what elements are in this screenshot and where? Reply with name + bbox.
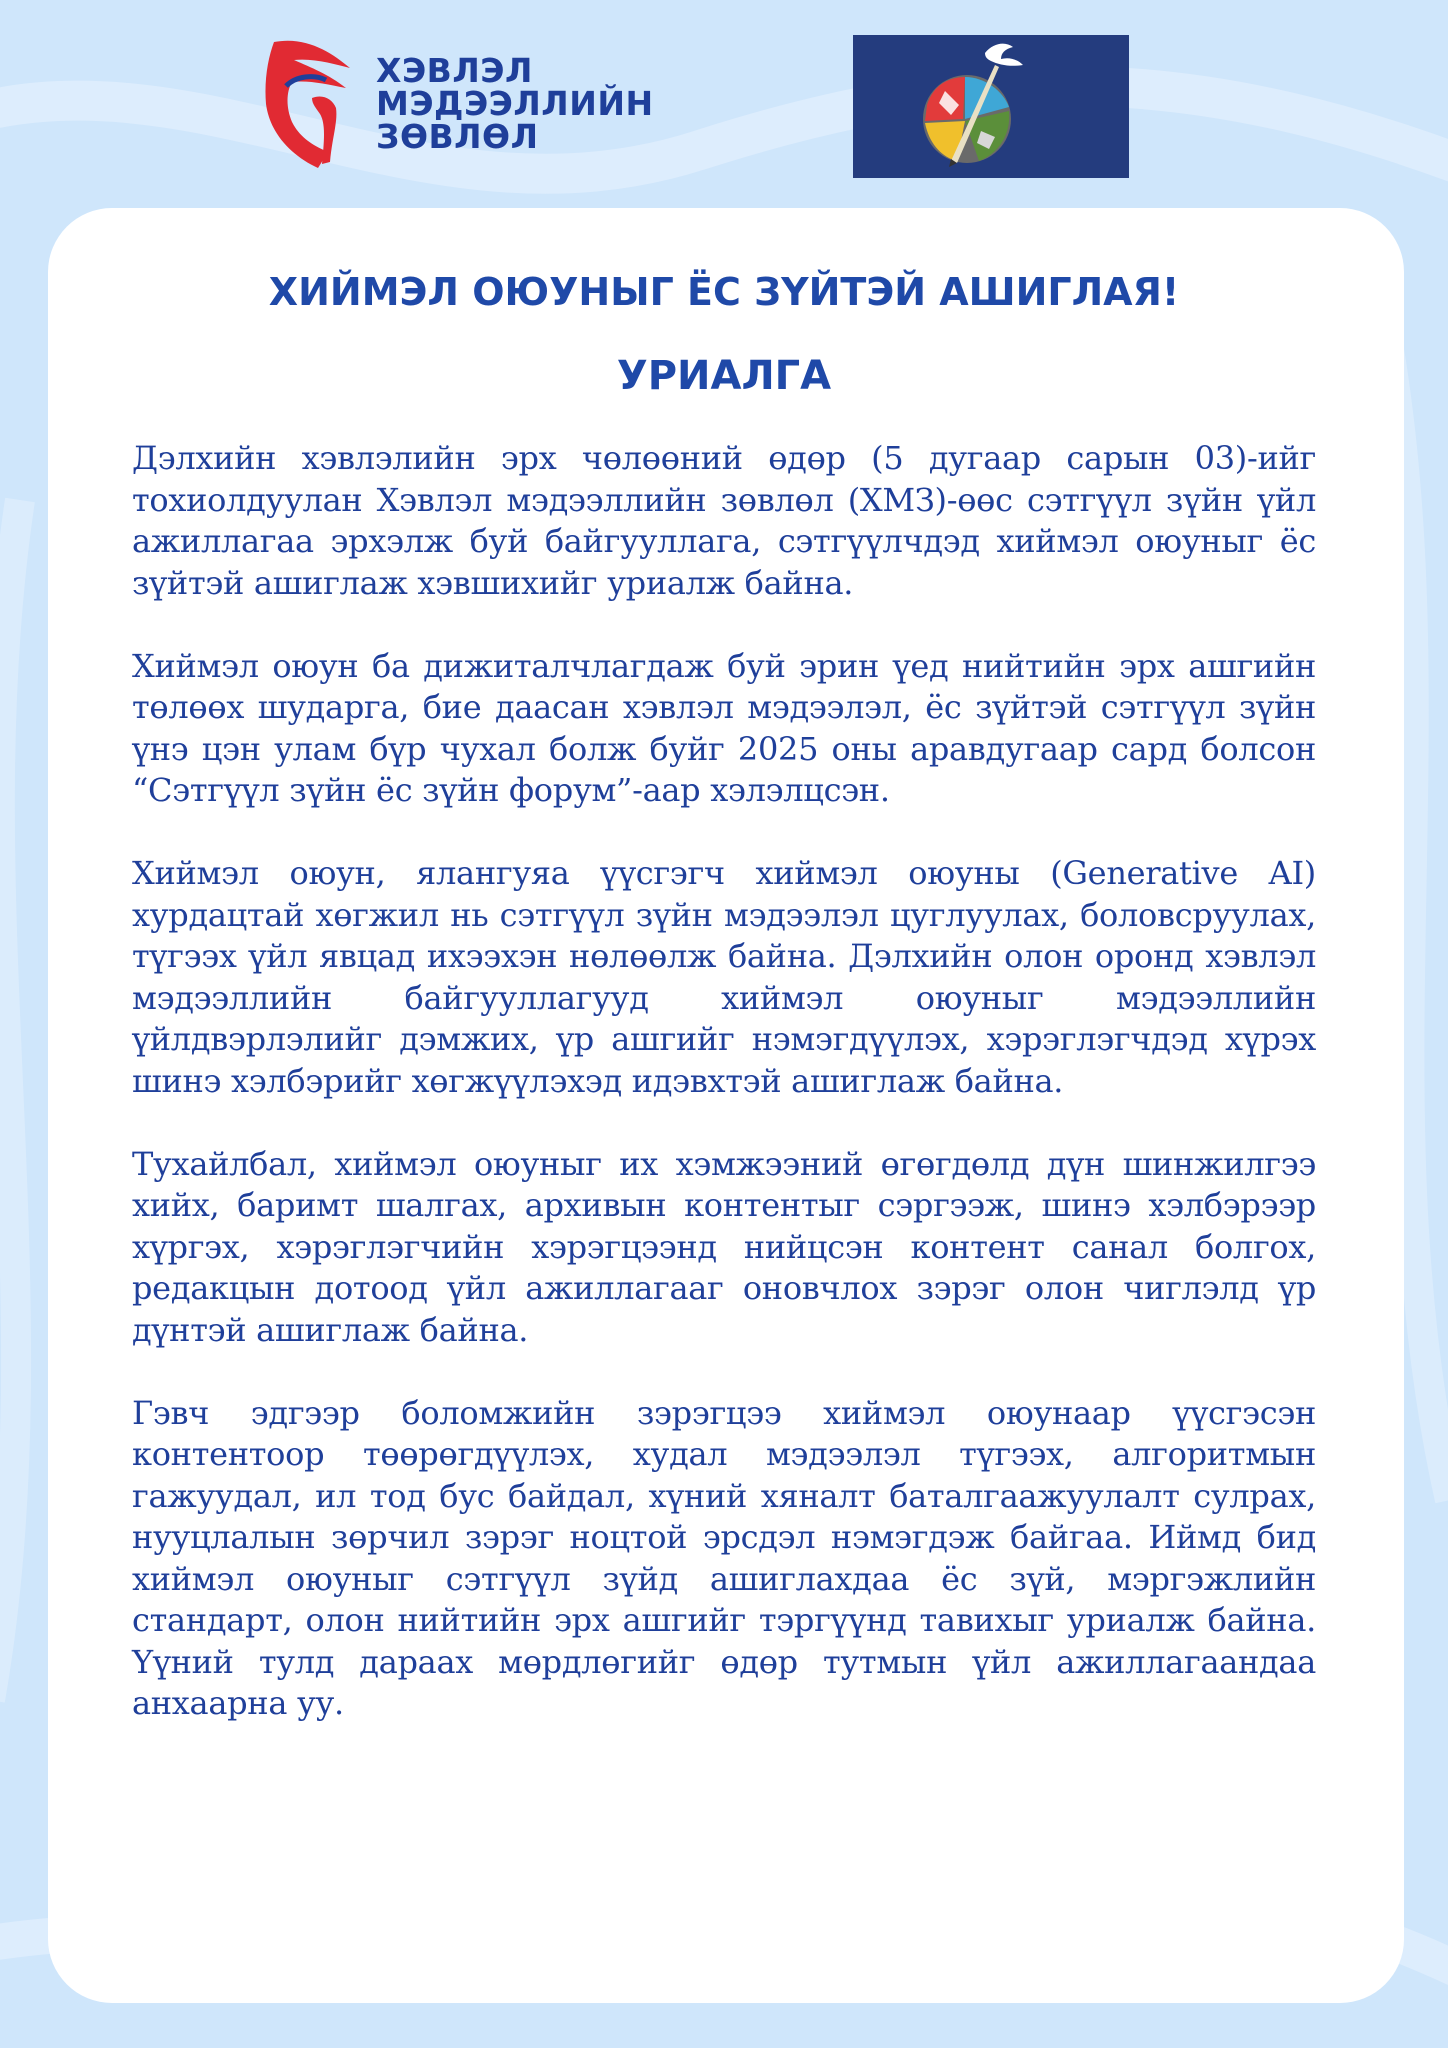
document-subtitle: УРИАЛГА	[616, 353, 832, 399]
appeal-body	[132, 438, 1316, 1766]
logo-line-2: МЭДЭЭЛЛИЙН	[376, 84, 654, 123]
paragraph-2: Хиймэл оюун ба дижиталчлагдаж буй эрин үед нийтийн эрх ашгийн төлөөх шударга, бие даасан хэвлэл мэдээлэл, ёс зүйтэй сэтгүүл зүйн үнэ цэн улам бүр чухал болж буйг 2025 оны аравдугаар сард болсон “Сэтгүүл зүйн ёс зүйн форум”-аар хэлэлцсэн.	[132, 646, 1316, 809]
paragraph-3: Хиймэл оюун, ялангуяа үүсгэгч хиймэл оюуны (Generative AI) хурдацтай хөгжил нь сэтгүүл зүйн мэдээлэл цуглуулах, боловсруулах, түгээх үйл явцад ихээхэн нөлөөлж байна. Дэлхийн олон оронд хэвлэл мэдээллийн байгууллагууд хиймэл оюуныг мэдээллийн үйлдвэрлэлийг дэмжих, үр ашгийг нэмэгдүүлэх, хэрэглэгчдэд хүрэх шинэ хэлбэрийг хөгжүүлэхэд идэвхтэй ашиглаж байна.	[132, 854, 1316, 1100]
paragraph-4: Тухайлбал, хиймэл оюуныг их хэмжээний өгөгдөлд дүн шинжилгээ хийх, баримт шалгах, архивын контентыг сэргээж, шинэ хэлбэрээр хүргэх, хэрэглэгчийн хэрэгцээнд нийцсэн контент санал болгох, редакцын дотоод үйл ажиллагааг оновчлох зэрэг олон чиглэлд үр дүнтэй ашиглаж байна.	[132, 1144, 1316, 1349]
logo-line-3: ЗӨВЛӨЛ	[376, 117, 539, 156]
paragraph-1: Дэлхийн хэвлэлийн эрх чөлөөний өдөр (5 дугаар сарын 03)-ийг тохиолдуулан Хэвлэл мэдээллийн зөвлөл (ХМЗ)-өөс сэтгүүл зүйн үйл ажиллагаа эрхэлж буй байгууллага, сэтгүүлчдэд хиймэл оюуныг ёс зүйтэй ашиглаж хэвшихийг уриалж байна.	[132, 439, 1316, 602]
hmz-logo	[256, 34, 656, 164]
red-flame-book-icon	[256, 34, 366, 184]
paragraph-5: Гэвч эдгээр боломжийн зэрэгцээ хиймэл оюунаар үүсгэсэн контентоор төөрөгдүүлэх, худал мэдээлэл түгээх, алгоритмын гажуудал, ил тод бус байдал, хүний хяналт баталгаажуулалт сулрах, нууцлалын зөрчил зэрэг ноцтой эрсдэл нэмэгдэж байгаа. Иймд бид хиймэл оюуныг сэтгүүл зүйд ашиглахдаа ёс зүй, мэргэжлийн стандарт, олон нийтийн эрх ашгийг тэргүүнд тавихыг уриалж байна. Үүний тулд дараах мөрдлөгийг өдөр тутмын үйл ажиллагаандаа анхаарна уу.	[132, 1393, 1316, 1722]
globe-dove-pen-icon	[853, 35, 1129, 178]
logo-line-1: ХЭВЛЭЛ	[376, 51, 533, 90]
document-title: ХИЙМЭЛ ОЮУНЫГ ЁС ЗҮЙТЭЙ АШИГЛАЯ!	[268, 270, 1180, 314]
press-freedom-day-logo	[853, 35, 1129, 178]
